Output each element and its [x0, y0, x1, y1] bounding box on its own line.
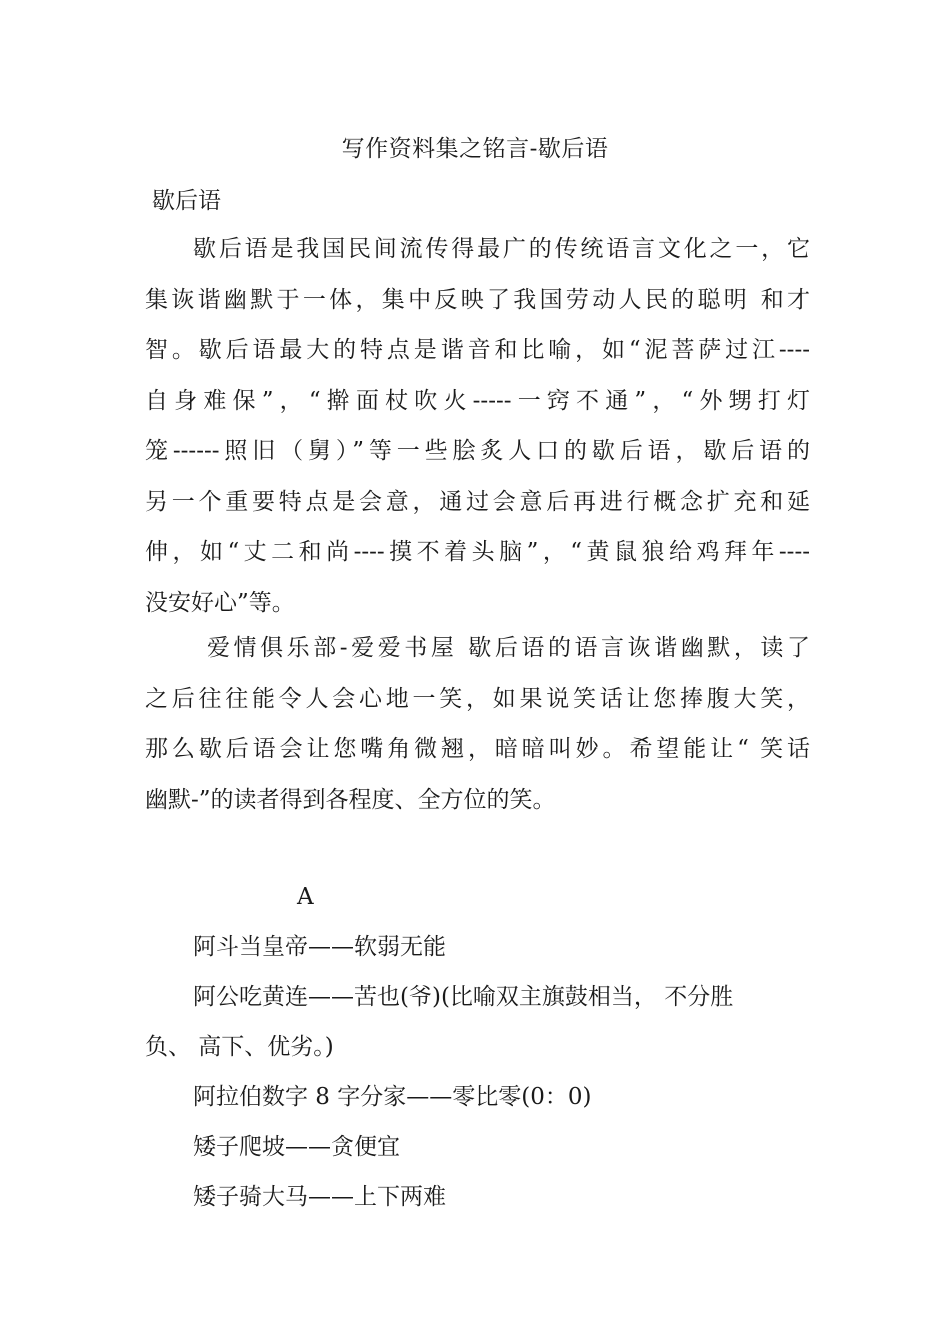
paragraph-line: 伸，如“丈二和尚----摸不着头脑”，“黄鼠狼给鸡拜年----	[145, 539, 810, 565]
entry-list	[145, 922, 810, 1222]
paragraph-line: 之后往往能令人会心地一笑，如果说笑话让您捧腹大笑，	[145, 685, 810, 712]
paragraph-line: 没安好心”等。	[145, 589, 295, 616]
paragraph-line: 那么歇后语会让您嘴角微翘，暗暗叫妙。希望能让“ 笑话	[145, 736, 810, 762]
list-item: 矮子爬坡——贪便宜	[193, 1134, 400, 1160]
paragraph-line: 集诙谐幽默于一体，集中反映了我国劳动人民的聪明 和才	[145, 286, 810, 313]
list-item: 阿斗当皇帝——软弱无能	[193, 934, 446, 960]
section-label: 歇后语	[152, 188, 221, 214]
intro-paragraph	[145, 224, 810, 628]
list-item: 阿拉伯数字 8 字分家——零比零(0：0)	[193, 1084, 592, 1110]
list-item: 阿公吃黄连——苦也(爷)(比喻双主旗鼓相当， 不分胜	[193, 984, 734, 1010]
second-paragraph	[145, 623, 810, 825]
list-item-continuation: 负、 高下、优劣。)	[145, 1034, 334, 1060]
paragraph-line: 另一个重要特点是会意，通过会意后再进行概念扩充和延	[145, 488, 810, 515]
document-title: 写作资料集之铭言-歇后语	[341, 136, 609, 162]
paragraph-line: 自身难保”，“擀面杖吹火-----一窍不通”，“外甥打灯	[145, 387, 810, 414]
list-item: 矮子骑大马——上下两难	[193, 1184, 446, 1210]
letter-heading: A	[297, 884, 314, 910]
paragraph-line: 笼------照旧（舅）”等一些脍炙人口的歇后语，歇后语的	[145, 438, 810, 464]
paragraph-line: 歇后语是我国民间流传得最广的传统语言文化之一，它	[193, 236, 810, 262]
paragraph-line: 幽默-”的读者得到各程度、全方位的笑。	[145, 786, 556, 813]
paragraph-line: 智。歇后语最大的特点是谐音和比喻，如“泥菩萨过江----	[145, 337, 810, 363]
paragraph-line: 爱情俱乐部-爱爱书屋 歇后语的语言诙谐幽默，读了	[207, 635, 810, 661]
